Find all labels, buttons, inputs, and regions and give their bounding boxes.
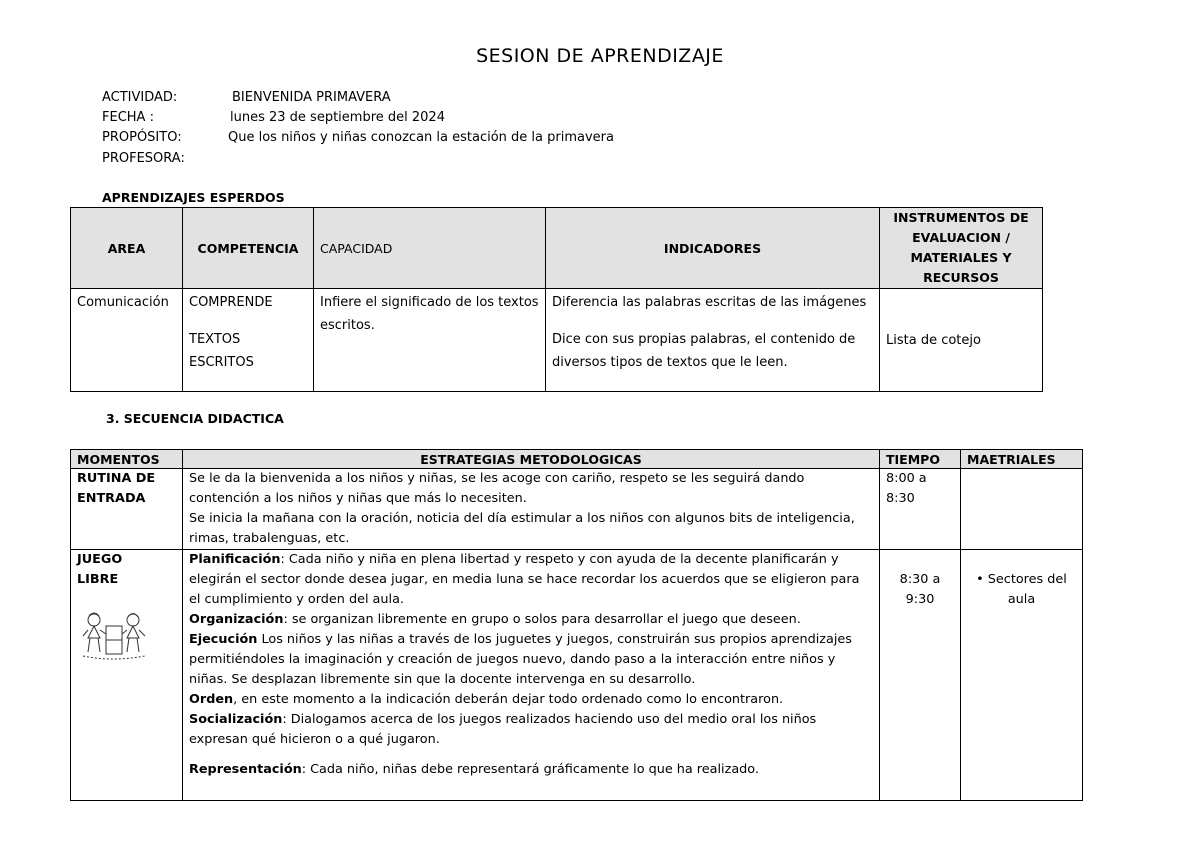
ejecucion-paragraph bbox=[189, 630, 873, 690]
organizacion-label: Organización bbox=[189, 612, 284, 627]
juego-row bbox=[71, 550, 1083, 801]
cell-instrumento: Lista de cotejo bbox=[880, 289, 1043, 392]
cell-capacidad: Infiere el significado de los textos escritos. bbox=[314, 289, 546, 392]
organizacion-text: : se organizan libremente en grupo o solos para desarrollar el juego que deseen. bbox=[283, 612, 801, 627]
proposito-value: Que los niños y niñas conozcan la estación de la primavera bbox=[228, 130, 614, 145]
ejecucion-label: Ejecución bbox=[189, 632, 258, 647]
rutina-row bbox=[71, 469, 1083, 550]
representacion-text: : Cada niño, niñas debe representará gráficamente lo que ha realizado. bbox=[301, 762, 759, 777]
header-capacidad: CAPACIDAD bbox=[314, 208, 546, 289]
rutina-tiempo: 8:00 a 8:30 bbox=[880, 469, 961, 550]
header-indicadores: INDICADORES bbox=[546, 208, 880, 289]
indicador-2: Dice con sus propias palabras, el contenido de diversos tipos de textos que le leen. bbox=[552, 332, 856, 370]
juego-momento: JUEGO LIBRE bbox=[77, 552, 123, 587]
fecha-value: lunes 23 de septiembre del 2024 bbox=[230, 110, 445, 125]
juego-tiempo-line-2: 9:30 bbox=[905, 592, 935, 607]
orden-label: Orden bbox=[189, 692, 234, 707]
representacion-label: Representación bbox=[189, 762, 302, 777]
profesora-label: PROFESORA: bbox=[102, 151, 185, 166]
page-title: SESION DE APRENDIZAJE bbox=[476, 45, 724, 67]
secuencia-table bbox=[70, 449, 1083, 801]
header-competencia: COMPETENCIA bbox=[183, 208, 314, 289]
header-tiempo: TIEMPO bbox=[880, 450, 961, 469]
planificacion-label: Planificación bbox=[189, 552, 281, 567]
secuencia-header-row bbox=[71, 450, 1083, 469]
aprendizajes-heading: APRENDIZAJES ESPERDOS bbox=[102, 190, 285, 205]
orden-text: , en este momento a la indicación deberán dejar todo ordenado como lo encontraron. bbox=[233, 692, 784, 707]
header-area: AREA bbox=[71, 208, 183, 289]
juego-momento-cell bbox=[71, 550, 183, 801]
competencia-line-3: ESCRITOS bbox=[189, 355, 254, 370]
rutina-estrategia bbox=[183, 469, 880, 550]
header-momentos: MOMENTOS bbox=[71, 450, 183, 469]
header-materiales: MAETRIALES bbox=[961, 450, 1083, 469]
cell-area: Comunicación bbox=[71, 289, 183, 392]
socializacion-text: : Dialogamos acerca de los juegos realizados haciendo uso del medio oral los niños expresan qué hicieron o a qué jugaron. bbox=[189, 712, 817, 747]
aprendizajes-header-row bbox=[71, 208, 1043, 289]
aprendizajes-table bbox=[70, 207, 1043, 392]
juego-tiempo-line-1: 8:30 a bbox=[899, 572, 941, 587]
orden-paragraph bbox=[189, 690, 873, 710]
organizacion-paragraph bbox=[189, 610, 873, 630]
fecha-label: FECHA : bbox=[102, 110, 154, 125]
rutina-momento: RUTINA DE ENTRADA bbox=[71, 469, 183, 550]
rutina-text-1: Se le da la bienvenida a los niños y niñas, se les acoge con cariño, respeto se les seguirá dando contención a los niños y niñas que más lo necesiten. bbox=[189, 471, 805, 506]
planificacion-text: : Cada niño y niña en plena libertad y respeto y con ayuda de la decente planificarán y elegirán el sector donde desea jugar, en media luna se hace recordar los acuerdos que se eligieron para el cumplimiento y orden del aula. bbox=[189, 552, 860, 607]
actividad-value: BIENVENIDA PRIMAVERA bbox=[232, 90, 391, 105]
competencia-line-1: COMPRENDE bbox=[189, 295, 273, 310]
socializacion-paragraph bbox=[189, 710, 873, 750]
header-estrategias: ESTRATEGIAS METODOLOGICAS bbox=[183, 450, 880, 469]
cell-competencia bbox=[183, 289, 314, 392]
planificacion-paragraph bbox=[189, 550, 873, 610]
rutina-text-2: Se inicia la mañana con la oración, noticia del día estimular a los niños con algunos bits de inteligencia, rimas, trabalenguas, etc. bbox=[189, 511, 855, 546]
indicador-1: Diferencia las palabras escritas de las imágenes bbox=[552, 295, 867, 310]
cell-indicadores bbox=[546, 289, 880, 392]
juego-materiales bbox=[961, 550, 1083, 801]
competencia-line-2: TEXTOS bbox=[189, 332, 241, 347]
actividad-label: ACTIVIDAD: bbox=[102, 90, 178, 105]
rutina-materiales bbox=[961, 469, 1083, 550]
socializacion-label: Socialización bbox=[189, 712, 283, 727]
header-instrumentos: INSTRUMENTOS DE EVALUACION / MATERIALES Y RECURSOS bbox=[880, 208, 1043, 289]
juego-materiales-text: • Sectores del aula bbox=[976, 572, 1067, 607]
representacion-paragraph bbox=[189, 760, 873, 780]
secuencia-heading: 3. SECUENCIA DIDACTICA bbox=[106, 411, 284, 426]
ejecucion-text: Los niños y las niñas a través de los juguetes y juegos, construirán sus propios aprendizajes permitiéndoles la imaginación y creación de juegos nuevo, dando paso a la interacción entre niños y niñas. Se desplazan libremente sin que la docente intervenga en su desarrollo. bbox=[189, 632, 852, 687]
children-playing-icon bbox=[81, 608, 147, 664]
juego-tiempo bbox=[880, 550, 961, 801]
proposito-label: PROPÓSITO: bbox=[102, 130, 182, 145]
juego-estrategia bbox=[183, 550, 880, 801]
aprendizajes-row bbox=[71, 289, 1043, 392]
